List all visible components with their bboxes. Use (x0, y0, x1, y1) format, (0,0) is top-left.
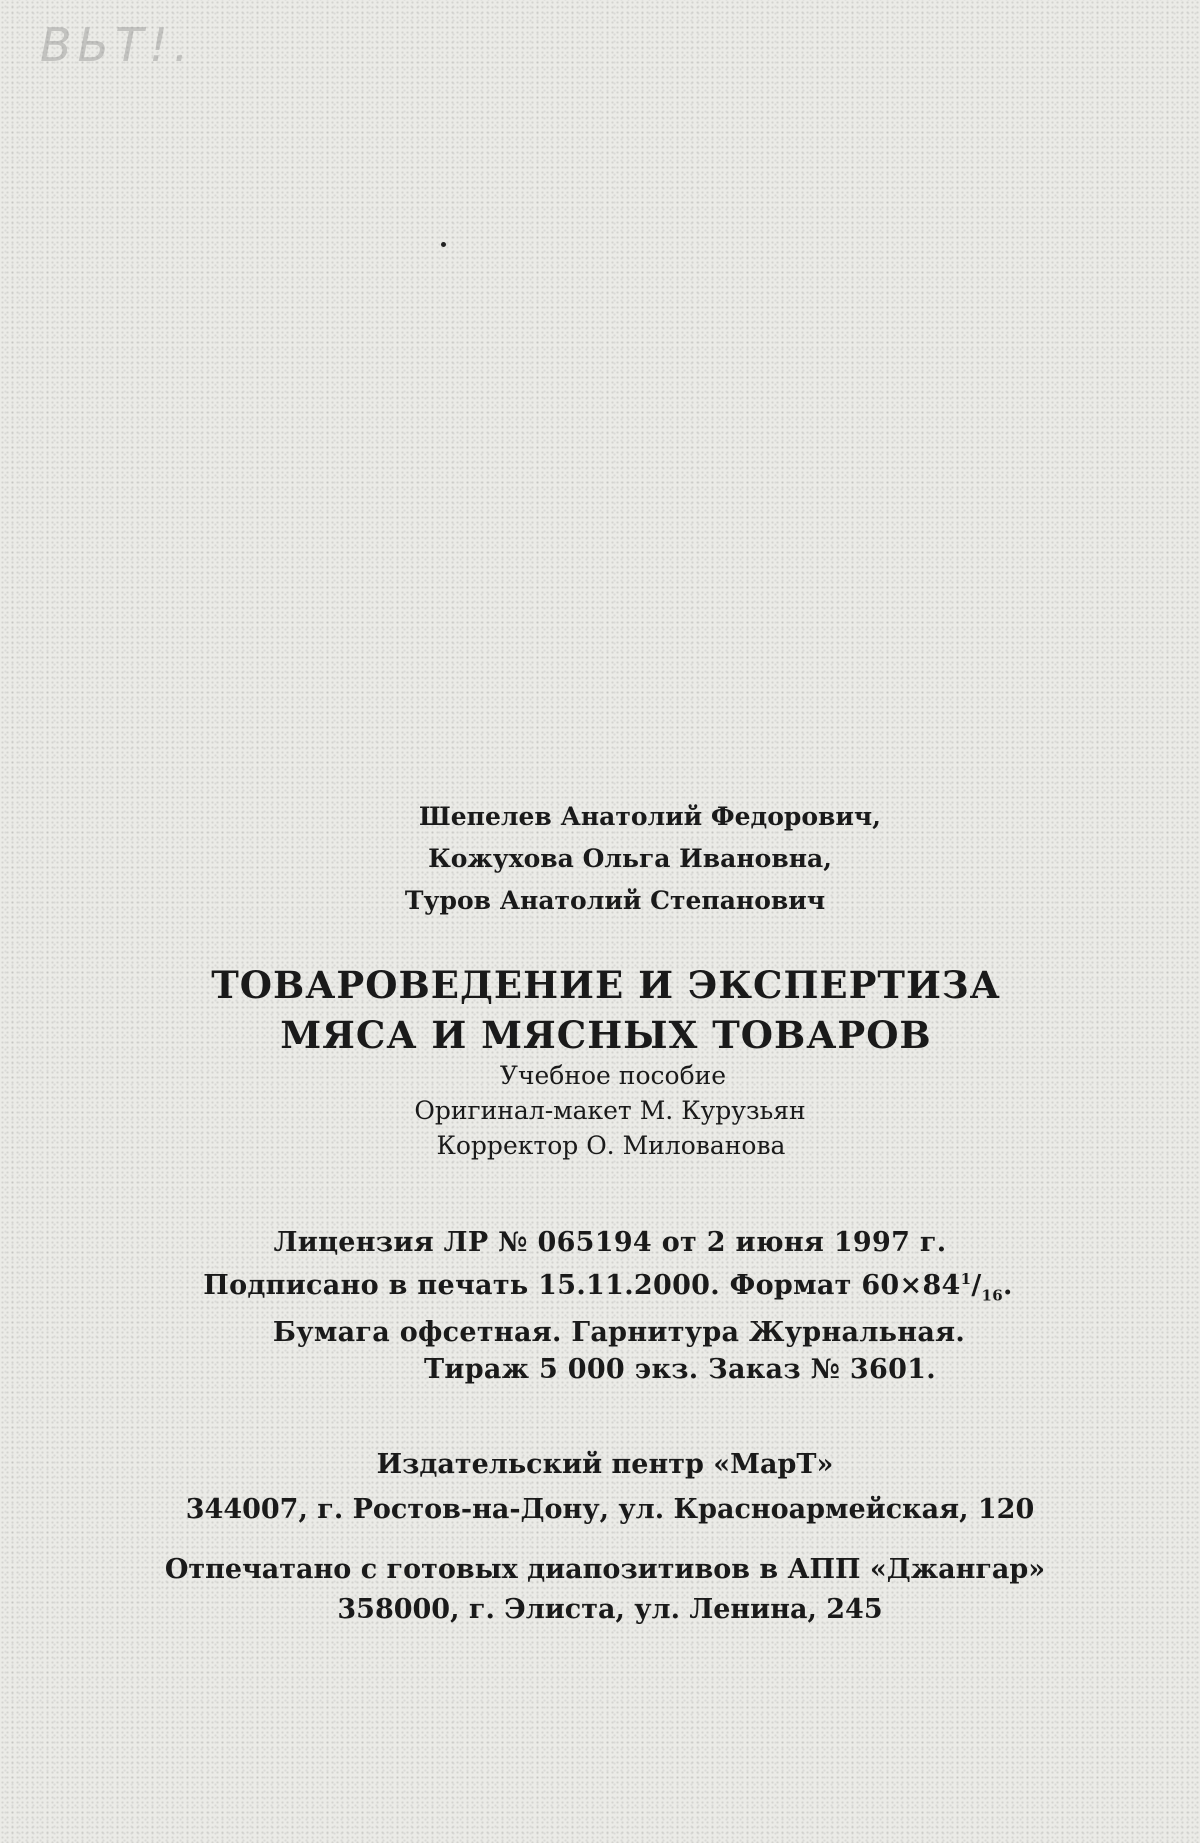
printer-block (0, 1550, 1200, 1630)
layout-credit: Оригинал-макет М. Курузьян (414, 1096, 806, 1125)
publisher-address: 344007, г. Ростов-на-Дону, ул. Красноармейская, 120 (185, 1494, 1035, 1525)
printer-address: 358000, г. Элиста, ул. Ленина, 245 (337, 1594, 883, 1625)
pencil-annotation: ВЬТ!. (40, 18, 195, 72)
license-line: Лицензия ЛР № 065194 от 2 июня 1997 г. (273, 1227, 947, 1258)
authors-block (0, 796, 1200, 922)
ink-speck (441, 242, 446, 247)
print-run-line: Тираж 5 000 экз. Заказ № 3601. (424, 1354, 936, 1386)
format-fraction-denominator: 16 (981, 1286, 1004, 1305)
title-line-2: МЯСА И МЯСНЫХ ТОВАРОВ (280, 1013, 932, 1057)
publication-type: Учебное пособие (499, 1061, 727, 1090)
author-line: Туров Анатолий Степанович (404, 886, 826, 915)
paper-line: Бумага офсетная. Гарнитура Журнальная. (272, 1317, 966, 1349)
title-line-1: ТОВАРОВЕДЕНИЕ И ЭКСПЕРТИЗА (211, 963, 1001, 1007)
format-fraction-numerator: 1 (960, 1270, 972, 1288)
imprint-block (0, 1224, 1200, 1388)
publisher-name: Издательский пентр «МарТ» (376, 1449, 834, 1480)
author-line: Кожухова Ольга Ивановна, (428, 844, 832, 873)
signed-text: Подписано в печать 15.11.2000. Формат 60×84 (203, 1270, 961, 1301)
book-title (0, 960, 1200, 1060)
publisher-block (0, 1442, 1200, 1532)
printer-name: Отпечатано с готовых диапозитивов в АПП «Джангар» (164, 1554, 1046, 1585)
corrector-credit: Корректор О. Милованова (436, 1131, 786, 1160)
edition-info (0, 1058, 1200, 1163)
signed-suffix: . (1003, 1270, 1013, 1301)
signed-line: Подписано в печать 15.11.2000. Формат $60\times 84^1/_{16}$. (203, 1270, 1013, 1305)
author-line: Шепелев Анатолий Федорович, (419, 802, 881, 831)
